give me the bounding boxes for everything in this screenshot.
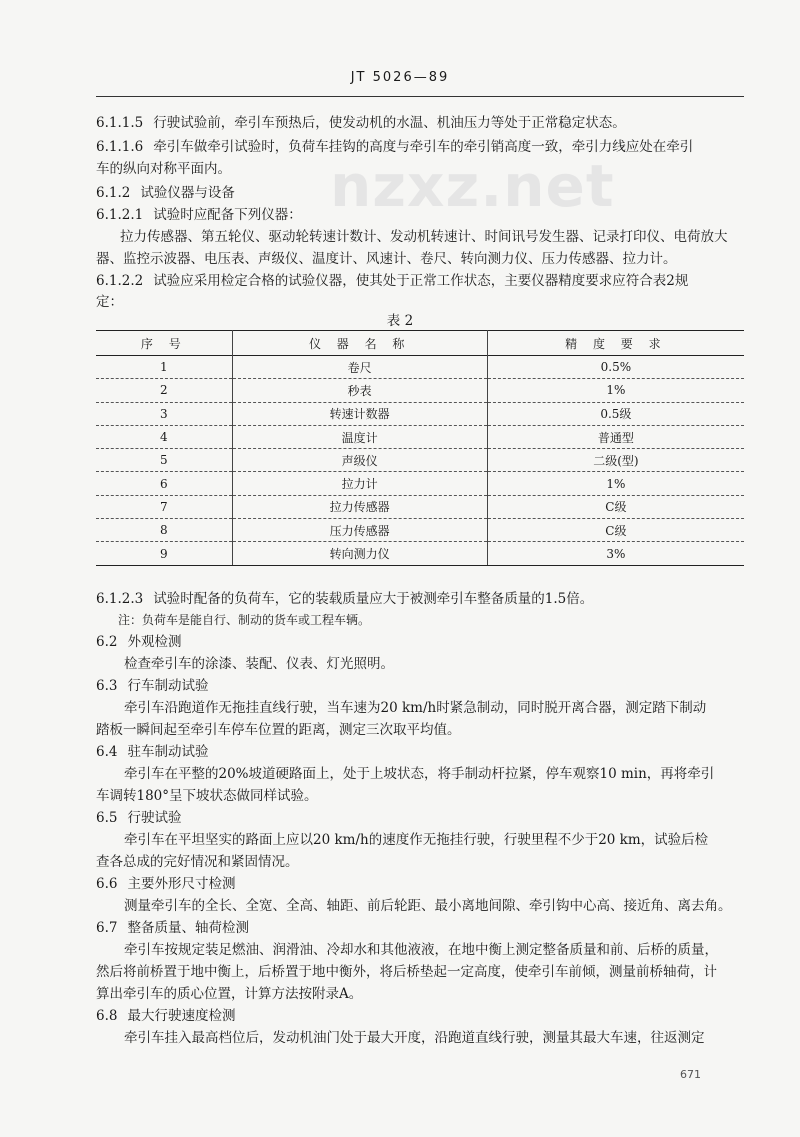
section-6-6-body: 测量牵引车的全长、全宽、全高、轴距、前后轮距、最小离地间隙、牵引钩中心高、接近角、离去角。 — [124, 898, 732, 914]
table-row: 5 声级仪 二级(型) — [96, 449, 744, 472]
table-row: 1 卷尺 0.5% — [96, 356, 744, 379]
table-row: 8 压力传感器 C级 — [96, 519, 744, 542]
watermark: nzxz.net — [330, 152, 615, 220]
clause-6-1-1-6: 6.1.1.6 牵引车做牵引试验时，负荷车挂钩的高度与牵引车的牵引销高度一致，牵引力线应处在牵引 — [96, 139, 694, 155]
table-row: 9 转向测力仪 3% — [96, 542, 744, 565]
table-row: 7 拉力传感器 C级 — [96, 495, 744, 518]
clause-6-1-2-2-cont: 定： — [96, 294, 123, 310]
clause-6-1-1-5: 6.1.1.5 行驶试验前，牵引车预热后，使发动机的水温、机油压力等处于正常稳定状态。 — [96, 115, 626, 131]
section-6-4-body-1: 牵引车在平整的20%坡道硬路面上，处于上坡状态，将手制动杆拉紧，停车观察10 min，再将牵引 — [124, 766, 715, 782]
section-6-3-heading: 6.3 行车制动试验 — [96, 678, 209, 694]
section-6-7-heading: 6.7 整备质量、轴荷检测 — [96, 920, 249, 936]
section-6-6-heading: 6.6 主要外形尺寸检测 — [96, 876, 236, 892]
instrument-list-line1: 拉力传感器、第五轮仪、驱动轮转速计数计、发动机转速计、时间讯号发生器、记录打印仪、电荷放大 — [120, 229, 728, 245]
clause-6-1-2-2: 6.1.2.2 试验应采用检定合格的试验仪器，使其处于正常工作状态，主要仪器精度要求应符合表2规 — [96, 273, 689, 289]
table-row: 3 转速计数器 0.5级 — [96, 402, 744, 425]
section-6-2-heading: 6.2 外观检测 — [96, 634, 182, 650]
clause-6-1-2-3: 6.1.2.3 试验时配备的负荷车，它的装载质量应大于被测牵引车整备质量的1.5倍。 — [96, 591, 594, 607]
col-header-no: 序 号 — [96, 331, 232, 356]
table-row: 6 拉力计 1% — [96, 472, 744, 495]
section-6-2-body: 检查牵引车的涂漆、装配、仪表、灯光照明。 — [124, 656, 394, 672]
table-row: 2 秒表 1% — [96, 379, 744, 402]
clause-6-1-2: 6.1.2 试验仪器与设备 — [96, 185, 235, 201]
section-6-5-body-2: 查各总成的完好情况和紧固情况。 — [96, 854, 299, 870]
section-6-5-heading: 6.5 行驶试验 — [96, 810, 182, 826]
table-header-row — [96, 331, 744, 356]
table-caption: 表 2 — [386, 313, 414, 329]
col-header-accuracy: 精 度 要 求 — [487, 331, 744, 356]
page-number: 671 — [680, 1068, 701, 1081]
section-6-7-body-3: 算出牵引车的质心位置，计算方法按附录A。 — [96, 986, 363, 1002]
section-6-8-body: 牵引车挂入最高档位后，发动机油门处于最大开度，沿跑道直线行驶，测量其最大车速，往返测定 — [124, 1030, 705, 1046]
page-header: JT 5026—89 — [350, 70, 450, 85]
section-6-4-body-2: 车调转180°呈下坡状态做同样试验。 — [96, 788, 318, 804]
section-6-7-body-1: 牵引车按规定装足燃油、润滑油、冷却水和其他液液，在地中衡上测定整备质量和前、后桥的质量， — [124, 942, 718, 958]
section-6-3-body-1: 牵引车沿跑道作无拖挂直线行驶，当车速为20 km/h时紧急制动，同时脱开离合器，测定踏下制动 — [124, 700, 707, 716]
table-row: 4 温度计 普通型 — [96, 425, 744, 448]
header-rule — [96, 96, 744, 97]
instrument-table — [96, 330, 744, 566]
section-6-8-heading: 6.8 最大行驶速度检测 — [96, 1008, 236, 1024]
section-6-4-heading: 6.4 驻车制动试验 — [96, 744, 209, 760]
clause-6-1-1-6-cont: 车的纵向对称平面内。 — [96, 161, 231, 177]
note: 注：负荷车是能自行、制动的货车或工程车辆。 — [118, 613, 371, 627]
section-6-7-body-2: 然后将前桥置于地中衡上，后桥置于地中衡外，将后桥垫起一定高度，使牵引车前倾，测量前桥轴荷，计 — [96, 964, 717, 980]
col-header-name: 仪 器 名 称 — [232, 331, 487, 356]
section-6-5-body-1: 牵引车在平坦坚实的路面上应以20 km/h的速度作无拖挂行驶，行驶里程不少于20 km，试验后检 — [124, 832, 709, 848]
clause-6-1-2-1: 6.1.2.1 试验时应配备下列仪器： — [96, 207, 302, 223]
instrument-list-line2: 器、监控示波器、电压表、声级仪、温度计、风速计、卷尺、转向测力仪、压力传感器、拉力计。 — [96, 251, 677, 267]
section-6-3-body-2: 踏板一瞬间起至牵引车停车位置的距离，测定三次取平均值。 — [96, 722, 461, 738]
